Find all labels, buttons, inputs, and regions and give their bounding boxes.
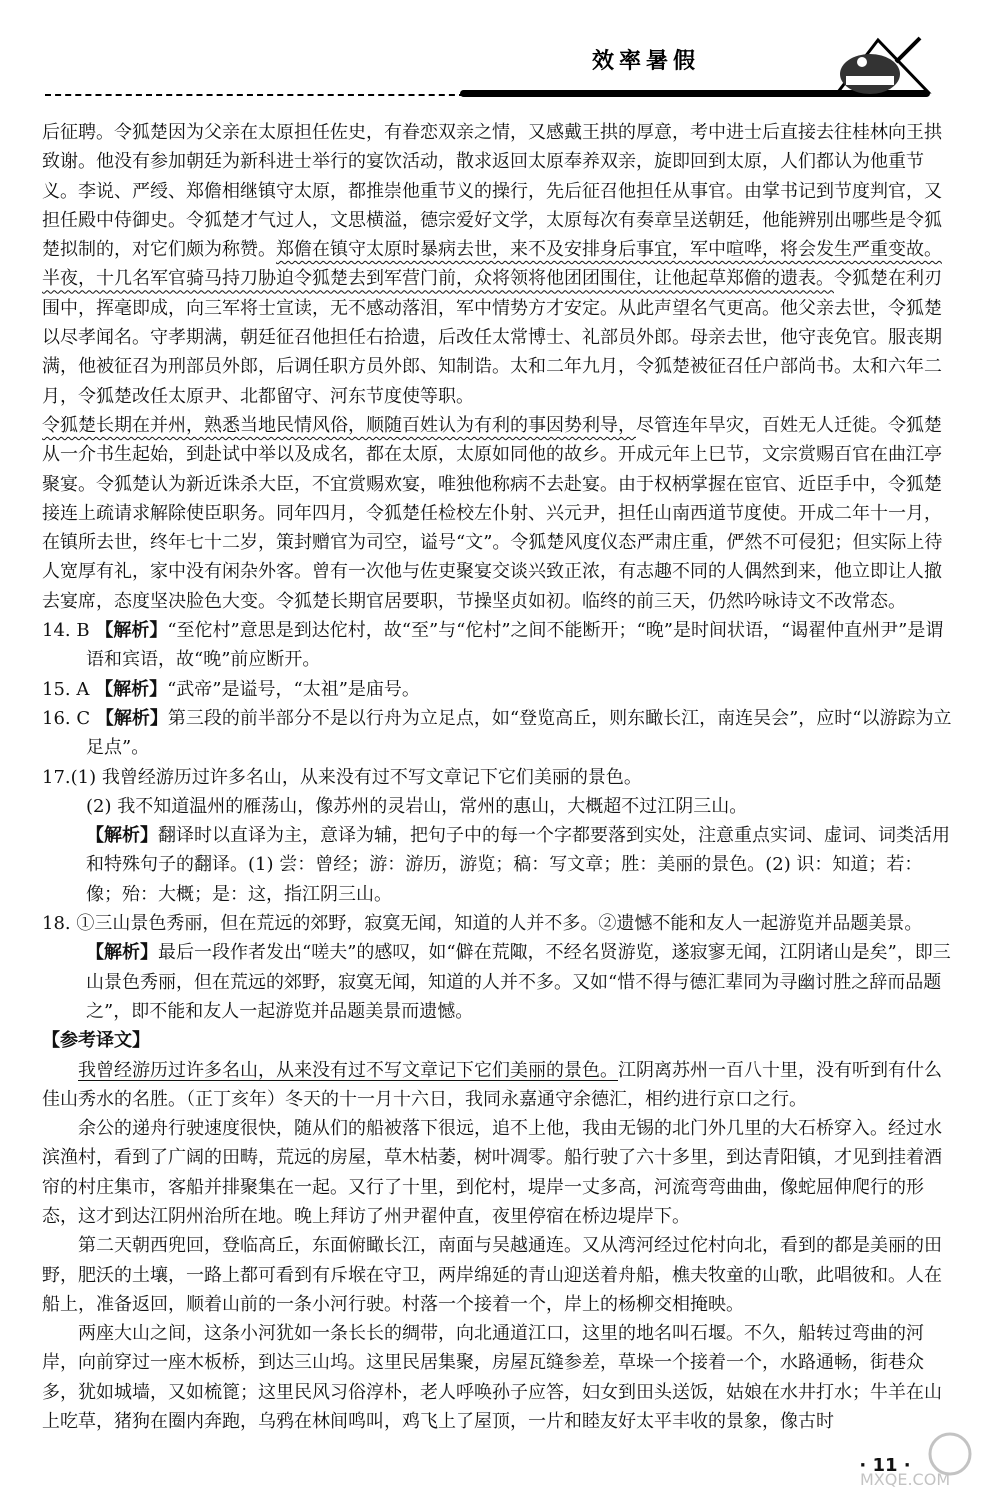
question-number: 16. xyxy=(42,707,71,729)
translation-paragraph-1 xyxy=(42,1056,957,1115)
svg-text:MXQE.COM: MXQE.COM xyxy=(860,1470,951,1489)
answer-17-part-1 xyxy=(42,763,957,792)
answer-text: ①三山景色秀丽，但在荒远的郊野，寂寞无闻，知道的人并不多。②遗憾不能和友人一起游览并品题美景。 xyxy=(76,913,923,935)
header-dotted-rule xyxy=(45,94,465,96)
answer-text: (1) 我曾经游历过许多名山，从来没有过不写文章记下它们美丽的景色。 xyxy=(70,766,642,788)
answer-choice: C xyxy=(76,707,91,729)
underlined-text: 令狐楚长期在并州，熟悉当地民情风俗，顺随百姓认为有利的事因势利导， xyxy=(42,414,636,436)
underlined-text: 我曾经游历过许多名山，从来没有过不写文章记下它们美丽的景色。 xyxy=(78,1059,618,1081)
publisher-logo-icon xyxy=(828,32,938,100)
answer-choice: B xyxy=(76,620,90,642)
analysis-text: “至佗村”意思是到达佗村，故“至”与“佗村”之间不能断开；“晚”是时间状语，“谒翟仲直州尹”是谓语和宾语，故“晚”前应断开。 xyxy=(86,620,944,671)
analysis-text: 最后一段作者发出“嗟夫”的感叹，如“僻在荒陬，不经名贤游览，遂寂寥无闻，江阴诸山是矣”，即三山景色秀丽，但在荒远的郊野，寂寞无闻，知道的人并不多。又如“惜不得与德汇辈同为寻幽讨胜之辞而品题之”，即不能和友人一起游览并品题美景而遗憾。 xyxy=(86,942,951,1022)
answer-15 xyxy=(42,675,957,704)
passage-paragraph-2 xyxy=(42,411,957,616)
analysis-tag: 【解析】 xyxy=(95,620,168,642)
analysis-tag: 【解析】 xyxy=(86,942,158,964)
translation-paragraph-2: 余公的递舟行驶速度很快，随从们的船被落下很远，追不上他，我由无锡的北门外几里的大石桥穿入。经过水滨渔村，看到了广阔的田畴，荒远的房屋，草木枯萎，树叶凋零。船行驶了六十多里，到达青阳镇，才见到挂着酒帘的村庄集市，客船并排聚集在一起。又行了十里，到佗村，堤岸一丈多高，河流弯弯曲曲，像蛇屈伸爬行的形态，这才到达江阴州治所在地。晚上拜访了州尹翟仲直，夜里停宿在桥边堤岸下。 xyxy=(42,1118,942,1227)
analysis-tag: 【解析】 xyxy=(86,825,158,847)
question-number: 15. xyxy=(42,678,71,700)
page-header xyxy=(0,0,1000,110)
analysis-text: “武帝”是谥号，“太祖”是庙号。 xyxy=(167,678,420,700)
main-content xyxy=(42,118,957,1436)
translation-text: 江阴离苏州一百八十里，没有听到有什么佳山秀水的名胜。（正丁亥年）冬天的十一月十六日，我同永嘉通守余德汇，相约进行京口之行。 xyxy=(42,1059,942,1110)
answer-17-analysis xyxy=(42,821,957,909)
analysis-tag: 【解析】 xyxy=(95,678,168,700)
analysis-text: 第三段的前半部分不是以行舟为立足点，如“登览高丘，则东瞰长江，南连吴会”，应时“以游踪为立足点”。 xyxy=(86,707,952,759)
question-number: 17. xyxy=(42,766,71,788)
translation-heading: 【参考译文】 xyxy=(42,1030,150,1052)
page-number: · 11 · xyxy=(859,1455,911,1476)
translation-paragraph-3: 第二天朝西兜回，登临高丘，东面俯瞰长江，南面与吴越通连。又从湾河经过佗村向北，看到的都是美丽的田野，肥沃的土壤，一路上都可看到有斥堠在守卫，两岸绵延的青山迎送着舟船，樵夫牧童的山歌，此唱彼和。人在船上，准备返回，顺着山前的一条小河行驶。村落一个接着一个，岸上的杨柳交相掩映。 xyxy=(42,1235,942,1315)
answer-18 xyxy=(42,909,957,938)
answer-choice: A xyxy=(76,678,90,700)
passage-text: 令狐楚在利刃围中，挥毫即成，向三军将士宣读，无不感动落泪，军中情势方才安定。从此声望名气更高。他父亲去世，令狐楚以尽孝闻名。守孝期满，朝廷征召他担任右拾遗，后改任太常博士、礼部员外郎。母亲去世，他守丧免官。服丧期满，他被征召为刑部员外郎，后调任职方员外郎、知制诰。太和二年九月，令狐楚被征召任户部尚书。太和六年二月，令狐楚改任太原尹、北都留守、河东节度使等职。 xyxy=(42,268,942,407)
passage-text: 尽管连年旱灾，百姓无人迁徙。令狐楚从一介书生起始，到赴试中举以及成名，都在太原，太原如同他的故乡。开成元年上巳节，文宗赏赐百官在曲江亭聚宴。令狐楚认为新近诛杀大臣，不宜赏赐欢宴，唯独他称病不去赴宴。由于权柄掌握在宦官、近臣手中，令狐楚接连上疏请求解除使臣职务。同年四月，令狐楚任检校左仆射、兴元尹，担任山南西道节度使。开成二年十一月，在镇所去世，终年七十二岁，策封赠官为司空，谥号“文”。令狐楚风度仪态严肃庄重，俨然不可侵犯；但实际上待人宽厚有礼，家中没有闲杂外客。曾有一次他与佐吏聚宴交谈兴致正浓，有志趣不同的人偶然到来，他立即让人撤去宴席，态度坚决脸色大变。令狐楚长期官居要职，节操坚贞如初。临终的前三天，仍然吟咏诗文不改常态。 xyxy=(42,414,943,612)
watermark-logo-icon xyxy=(850,1430,990,1490)
question-number: 18. xyxy=(42,913,71,935)
passage-text: 后征聘。令狐楚因为父亲在太原担任佐史，有眷恋双亲之情，又感戴王拱的厚意，考中进士后直接去往桂林向王拱致谢。他没有参加朝廷为新科进士举行的宴饮活动，散求返回太原奉养双亲，旋即回到太原，人们都认为他重节义。李说、严绶、郑儋相继镇守太原，都推崇他重节义的操行，先后征召他担任从事官。由掌书记到节度判官，又担任殿中侍御史。令狐楚才气过人，文思横溢，德宗爱好文学，太原每次有奏章呈送朝廷，他能辨别出哪些是令狐楚拟制的，对它们颇为称赞。 xyxy=(42,122,942,261)
analysis-text: 翻译时以直译为主，意译为辅，把句子中的每一个字都要落到实处，注意重点实词、虚词、词类活用和特殊句子的翻译。(1) 尝：曾经；游：游历，游览；稿：写文章；胜：美丽的景色。(2) 识：知道；若：像；殆：大概；是：这，指江阴三山。 xyxy=(86,825,950,905)
question-number: 14. xyxy=(42,620,71,642)
answer-14 xyxy=(42,616,957,675)
answer-16 xyxy=(42,704,957,763)
answer-18-analysis xyxy=(42,938,957,1026)
analysis-tag: 【解析】 xyxy=(95,707,168,729)
passage-paragraph-1 xyxy=(42,118,957,411)
translation-paragraph-4: 两座大山之间，这条小河犹如一条长长的绸带，向北通道江口，这里的地名叫石堰。不久，船转过弯曲的河岸，向前穿过一座木板桥，到达三山坞。这里民居集聚，房屋瓦缝参差，草垛一个接着一个，水路通畅，街巷众多，犹如城墙，又如梳篦；这里民风习俗淳朴，老人呼唤孙子应答，妇女到田头送饭，姑娘在水井打水；牛羊在山上吃草，猪狗在圈内奔跑，乌鸦在林间鸣叫，鸡飞上了屋顶，一片和睦友好太平丰收的景象，像古时 xyxy=(42,1323,942,1433)
header-title: 效率暑假 xyxy=(592,49,701,74)
answer-17-part-2: (2) 我不知道温州的雁荡山，像苏州的灵岩山，常州的惠山，大概超不过江阴三山。 xyxy=(86,795,748,817)
underlined-text: 郑儋在镇守太原时暴病去世，来不及安排身后事宜，军中喧哗，将会发生严重变故。半夜，十几名军官骑马持刀胁迫令狐楚去到军营门前，众将领将他团团围住，让他起草郑儋的遗表。 xyxy=(42,239,942,290)
